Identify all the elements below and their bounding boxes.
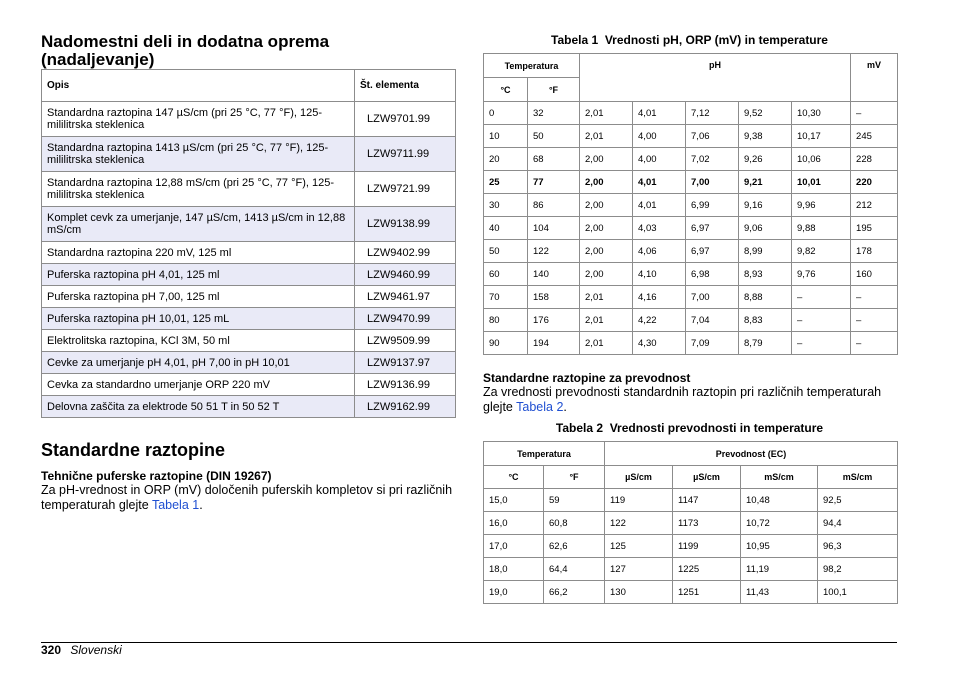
ph-header-fahrenheit: °F [528, 78, 580, 102]
ec-cell-fahrenheit: 59 [544, 489, 605, 512]
ph-cell-ph-4: 9,21 [739, 171, 792, 194]
ec-cell-us-cm-1: 127 [605, 558, 673, 581]
ph-table-row [484, 217, 898, 240]
ph-cell-ph-3: 6,99 [686, 194, 739, 217]
ph-cell-mv: 220 [851, 171, 898, 194]
ph-table-row [484, 194, 898, 217]
part-number: LZW9701.99 [355, 102, 456, 137]
ph-cell-ph-1: 2,00 [580, 263, 633, 286]
ec-cell-ms-cm-2: 94,4 [818, 512, 898, 535]
part-number: LZW9470.99 [355, 308, 456, 330]
ec-cell-fahrenheit: 66,2 [544, 581, 605, 604]
ec-cell-us-cm-2: 1251 [673, 581, 741, 604]
ph-cell-mv: – [851, 309, 898, 332]
ph-cell-ph-4: 8,83 [739, 309, 792, 332]
ph-cell-ph-1: 2,00 [580, 240, 633, 263]
ec-table-header-row-2 [484, 466, 898, 489]
table2-link[interactable]: Tabela 2 [516, 400, 564, 414]
parts-table-row [42, 352, 456, 374]
ph-cell-ph-3: 7,02 [686, 148, 739, 171]
ph-cell-mv: – [851, 332, 898, 355]
ec-subheader-fahrenheit: °F [544, 466, 605, 489]
parts-table-row [42, 102, 456, 137]
ph-cell-ph-5: 9,82 [792, 240, 851, 263]
ec-subheader-us-cm-2: µS/cm [673, 466, 741, 489]
part-description: Elektrolitska raztopina, KCl 3M, 50 ml [42, 330, 355, 352]
part-description: Puferska raztopina pH 7,00, 125 ml [42, 286, 355, 308]
parts-table-row [42, 396, 456, 418]
ec-cell-us-cm-2: 1199 [673, 535, 741, 558]
page-footer [41, 643, 122, 657]
ph-orp-table [483, 53, 898, 355]
ph-cell-ph-2: 4,00 [633, 125, 686, 148]
ec-header-temperature: Temperatura [484, 442, 605, 466]
ph-cell-ph-2: 4,30 [633, 332, 686, 355]
ph-cell-fahrenheit: 194 [528, 332, 580, 355]
ec-subheader-us-cm-1: µS/cm [605, 466, 673, 489]
ph-cell-ph-1: 2,00 [580, 148, 633, 171]
ph-cell-mv: 195 [851, 217, 898, 240]
parts-table-row [42, 137, 456, 172]
ec-cell-celsius: 19,0 [484, 581, 544, 604]
ec-cell-us-cm-1: 130 [605, 581, 673, 604]
conductivity-subtitle: Standardne raztopine za prevodnost [483, 371, 691, 385]
ph-cell-ph-1: 2,01 [580, 286, 633, 309]
conductivity-paragraph-text: Za vrednosti prevodnosti standardnih raztopin pri različnih temperaturah glejte [483, 385, 882, 414]
ph-cell-fahrenheit: 68 [528, 148, 580, 171]
ec-cell-ms-cm-2: 96,3 [818, 535, 898, 558]
ph-table-header-row-1 [484, 54, 898, 78]
ph-cell-mv: 160 [851, 263, 898, 286]
ph-cell-ph-3: 7,06 [686, 125, 739, 148]
part-number: LZW9509.99 [355, 330, 456, 352]
ec-table-row [484, 581, 898, 604]
part-number: LZW9137.97 [355, 352, 456, 374]
ec-table-row [484, 489, 898, 512]
part-description: Standardna raztopina 12,88 mS/cm (pri 25 °C, 77 °F), 125-mililitrska steklenica [42, 172, 355, 207]
ph-cell-ph-2: 4,10 [633, 263, 686, 286]
parts-table [41, 69, 456, 418]
ph-cell-ph-2: 4,16 [633, 286, 686, 309]
ec-table-header-row-1 [484, 442, 898, 466]
ph-header-celsius: °C [484, 78, 528, 102]
part-number: LZW9138.99 [355, 207, 456, 242]
ph-cell-ph-4: 8,93 [739, 263, 792, 286]
ph-cell-ph-1: 2,00 [580, 171, 633, 194]
ph-cell-ph-2: 4,01 [633, 194, 686, 217]
parts-table-row [42, 172, 456, 207]
ph-header-mv: mV [851, 54, 898, 102]
ph-cell-ph-4: 9,06 [739, 217, 792, 240]
ph-cell-ph-5: – [792, 332, 851, 355]
section-heading-standards [41, 440, 225, 460]
footer-rule [41, 642, 897, 643]
ec-cell-fahrenheit: 62,6 [544, 535, 605, 558]
ec-cell-ms-cm-1: 10,95 [741, 535, 818, 558]
ph-cell-celsius: 90 [484, 332, 528, 355]
ph-cell-ph-4: 9,38 [739, 125, 792, 148]
ph-cell-ph-2: 4,22 [633, 309, 686, 332]
ph-table-row [484, 332, 898, 355]
ph-table-row [484, 240, 898, 263]
ph-cell-ph-3: 7,04 [686, 309, 739, 332]
ec-cell-us-cm-1: 125 [605, 535, 673, 558]
ec-table-row [484, 558, 898, 581]
part-description: Standardna raztopina 220 mV, 125 ml [42, 242, 355, 264]
ph-cell-celsius: 70 [484, 286, 528, 309]
ph-cell-ph-5: 9,76 [792, 263, 851, 286]
ph-cell-ph-1: 2,00 [580, 217, 633, 240]
ec-table-row [484, 535, 898, 558]
page-number: 320 [41, 643, 62, 657]
ph-table-row [484, 125, 898, 148]
part-description: Standardna raztopina 147 µS/cm (pri 25 °C, 77 °F), 125-mililitrska steklenica [42, 102, 355, 137]
part-number: LZW9721.99 [355, 172, 456, 207]
buffer-paragraph-end: . [199, 498, 203, 512]
ec-header-conductivity: Prevodnost (EC) [605, 442, 898, 466]
ph-cell-mv: – [851, 286, 898, 309]
ph-cell-mv: 178 [851, 240, 898, 263]
ec-cell-ms-cm-2: 100,1 [818, 581, 898, 604]
ph-table-row [484, 286, 898, 309]
footer-language: Slovenski [70, 643, 122, 657]
conductivity-table [483, 441, 898, 604]
table1-caption-text: Vrednosti pH, ORP (mV) in temperature [604, 33, 828, 47]
parts-table-row [42, 264, 456, 286]
table2-caption-text: Vrednosti prevodnosti in temperature [609, 421, 824, 435]
table1-link[interactable]: Tabela 1 [151, 498, 200, 512]
parts-table-row [42, 308, 456, 330]
ph-cell-ph-2: 4,06 [633, 240, 686, 263]
ph-cell-mv: – [851, 102, 898, 125]
conductivity-paragraph [483, 385, 903, 415]
ph-cell-ph-1: 2,01 [580, 102, 633, 125]
part-description: Cevka za standardno umerjanje ORP 220 mV [42, 374, 355, 396]
page-title-line-1: Nadomestni deli in dodatna oprema [41, 32, 330, 51]
ph-cell-ph-5: 10,01 [792, 171, 851, 194]
part-description: Standardna raztopina 1413 µS/cm (pri 25 °C, 77 °F), 125-mililitrska steklenica [42, 137, 355, 172]
ec-cell-us-cm-1: 122 [605, 512, 673, 535]
parts-table-row [42, 207, 456, 242]
ph-cell-celsius: 40 [484, 217, 528, 240]
section-title: Standardne raztopine [41, 440, 226, 460]
part-number: LZW9711.99 [355, 137, 456, 172]
ph-table-row [484, 263, 898, 286]
ec-cell-us-cm-2: 1173 [673, 512, 741, 535]
ec-cell-fahrenheit: 64,4 [544, 558, 605, 581]
ph-cell-fahrenheit: 77 [528, 171, 580, 194]
ec-subheader-ms-cm-1: mS/cm [741, 466, 818, 489]
ph-cell-fahrenheit: 104 [528, 217, 580, 240]
ph-cell-ph-5: 10,17 [792, 125, 851, 148]
parts-table-row [42, 286, 456, 308]
buffer-subtitle: Tehnične puferske raztopine (DIN 19267) [41, 469, 272, 483]
ph-cell-ph-2: 4,00 [633, 148, 686, 171]
part-number: LZW9461.97 [355, 286, 456, 308]
buffer-paragraph [41, 483, 461, 513]
page-title [41, 33, 329, 69]
ph-cell-celsius: 60 [484, 263, 528, 286]
ph-cell-mv: 228 [851, 148, 898, 171]
ph-cell-celsius: 30 [484, 194, 528, 217]
ec-cell-celsius: 15,0 [484, 489, 544, 512]
ph-cell-ph-3: 7,00 [686, 171, 739, 194]
ph-cell-ph-2: 4,03 [633, 217, 686, 240]
ph-cell-ph-2: 4,01 [633, 171, 686, 194]
ph-cell-ph-3: 7,12 [686, 102, 739, 125]
ph-cell-mv: 212 [851, 194, 898, 217]
ec-cell-ms-cm-1: 10,48 [741, 489, 818, 512]
table1-caption-label: Tabela 1 [551, 33, 599, 47]
ph-table-row [484, 171, 898, 194]
ph-cell-ph-1: 2,01 [580, 332, 633, 355]
part-description: Cevke za umerjanje pH 4,01, pH 7,00 in pH 10,01 [42, 352, 355, 374]
ec-cell-ms-cm-2: 98,2 [818, 558, 898, 581]
table1-caption [483, 33, 896, 47]
part-number: LZW9402.99 [355, 242, 456, 264]
part-description: Komplet cevk za umerjanje, 147 µS/cm, 1413 µS/cm in 12,88 mS/cm [42, 207, 355, 242]
ph-cell-ph-5: – [792, 309, 851, 332]
ph-cell-fahrenheit: 50 [528, 125, 580, 148]
ec-cell-ms-cm-1: 11,43 [741, 581, 818, 604]
ec-cell-ms-cm-1: 10,72 [741, 512, 818, 535]
ph-cell-celsius: 80 [484, 309, 528, 332]
buffer-paragraph-text: Za pH-vrednost in ORP (mV) določenih puferskih kompletov si pri različnih temperaturah glejte [41, 483, 453, 512]
ec-cell-ms-cm-2: 92,5 [818, 489, 898, 512]
ec-subheader-ms-cm-2: mS/cm [818, 466, 898, 489]
part-description: Puferska raztopina pH 4,01, 125 ml [42, 264, 355, 286]
ph-cell-ph-3: 7,00 [686, 286, 739, 309]
column-header-item-number: Št. elementa [355, 70, 456, 102]
ph-cell-celsius: 10 [484, 125, 528, 148]
ph-cell-fahrenheit: 176 [528, 309, 580, 332]
ec-cell-celsius: 17,0 [484, 535, 544, 558]
ph-header-temperature: Temperatura [484, 54, 580, 78]
ph-cell-ph-5: – [792, 286, 851, 309]
ec-cell-celsius: 16,0 [484, 512, 544, 535]
ph-cell-ph-4: 9,52 [739, 102, 792, 125]
ec-cell-celsius: 18,0 [484, 558, 544, 581]
table2-caption-label: Tabela 2 [555, 421, 604, 435]
ph-cell-ph-1: 2,00 [580, 194, 633, 217]
ph-cell-fahrenheit: 158 [528, 286, 580, 309]
page-title-line-2: (nadaljevanje) [41, 50, 155, 69]
parts-table-row [42, 330, 456, 352]
ph-cell-ph-2: 4,01 [633, 102, 686, 125]
ph-cell-ph-4: 8,79 [739, 332, 792, 355]
ph-cell-ph-4: 9,26 [739, 148, 792, 171]
parts-table-row [42, 374, 456, 396]
ph-cell-ph-5: 9,88 [792, 217, 851, 240]
ec-table-row [484, 512, 898, 535]
column-header-description: Opis [42, 70, 355, 102]
ec-cell-us-cm-1: 119 [605, 489, 673, 512]
ec-cell-fahrenheit: 60,8 [544, 512, 605, 535]
ph-header-ph: pH [580, 54, 851, 102]
ph-cell-ph-5: 10,30 [792, 102, 851, 125]
ph-cell-mv: 245 [851, 125, 898, 148]
ph-table-row [484, 148, 898, 171]
ph-table-row [484, 309, 898, 332]
ph-cell-ph-5: 9,96 [792, 194, 851, 217]
ec-subheader-celsius: °C [484, 466, 544, 489]
ph-cell-fahrenheit: 32 [528, 102, 580, 125]
ph-cell-fahrenheit: 86 [528, 194, 580, 217]
part-number: LZW9136.99 [355, 374, 456, 396]
ph-cell-ph-4: 8,99 [739, 240, 792, 263]
ph-cell-ph-1: 2,01 [580, 309, 633, 332]
ph-cell-fahrenheit: 122 [528, 240, 580, 263]
ec-cell-us-cm-2: 1225 [673, 558, 741, 581]
ph-table-row [484, 102, 898, 125]
ec-cell-ms-cm-1: 11,19 [741, 558, 818, 581]
ph-cell-ph-3: 6,97 [686, 217, 739, 240]
conductivity-paragraph-end: . [563, 400, 567, 414]
ph-cell-ph-3: 6,98 [686, 263, 739, 286]
part-description: Puferska raztopina pH 10,01, 125 mL [42, 308, 355, 330]
parts-table-header-row [42, 70, 456, 102]
ph-cell-ph-1: 2,01 [580, 125, 633, 148]
ph-cell-ph-4: 8,88 [739, 286, 792, 309]
ph-cell-celsius: 20 [484, 148, 528, 171]
ph-cell-ph-3: 7,09 [686, 332, 739, 355]
part-number: LZW9162.99 [355, 396, 456, 418]
ph-cell-celsius: 25 [484, 171, 528, 194]
ph-cell-celsius: 0 [484, 102, 528, 125]
table2-caption [483, 421, 896, 435]
part-description: Delovna zaščita za elektrode 50 51 T in 50 52 T [42, 396, 355, 418]
ph-cell-ph-5: 10,06 [792, 148, 851, 171]
ph-cell-celsius: 50 [484, 240, 528, 263]
ph-cell-fahrenheit: 140 [528, 263, 580, 286]
ec-cell-us-cm-2: 1147 [673, 489, 741, 512]
section-heading-parts [41, 33, 329, 69]
part-number: LZW9460.99 [355, 264, 456, 286]
ph-cell-ph-4: 9,16 [739, 194, 792, 217]
ph-cell-ph-3: 6,97 [686, 240, 739, 263]
parts-table-row [42, 242, 456, 264]
